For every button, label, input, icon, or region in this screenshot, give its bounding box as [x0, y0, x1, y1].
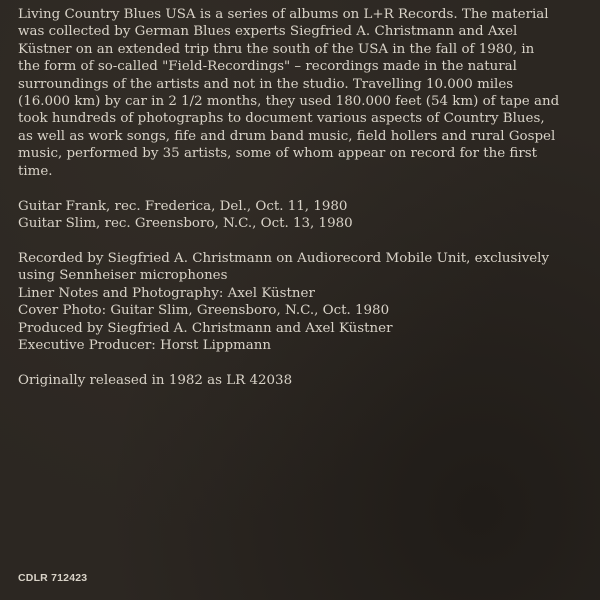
- liner-notes-credit: Liner Notes and Photography: Axel Küstner: [18, 285, 315, 301]
- recording-list: [18, 198, 590, 233]
- release-note: Originally released in 1982 as LR 42038: [18, 372, 293, 388]
- liner-notes-text: [18, 6, 590, 389]
- cover-photo-credit: Cover Photo: Guitar Slim, Greensboro, N.C., Oct. 1980: [18, 303, 390, 319]
- producer-credit: Produced by Siegfried A. Christmann and Axel Küstner: [18, 320, 393, 336]
- recorded-by-credit: Recorded by Siegfried A. Christmann on Audiorecord Mobile Unit, exclusively using Sennheiser microphones: [18, 250, 550, 284]
- recording-item: Guitar Frank, rec. Frederica, Del., Oct. 11, 1980: [18, 198, 348, 214]
- credits-block: [18, 250, 590, 354]
- catalog-number: CDLR 712423: [18, 572, 88, 584]
- intro-paragraph: Living Country Blues USA is a series of albums on L+R Records. The material was collected by German Blues experts Siegfried A. Christmann and Axel Küstner on an extended trip thru the south of the USA in the fall of 1980, in the form of so-called "Field-Recordings" – recordings made in the natural surroundings of the artists and not in the studio. Travelling 10.000 miles (16.000 km) by car in 2 1/2 months, they used 180.000 feet (54 km) of tape and took hundreds of photographs to document various aspects of Country Blues, as well as work songs, fife and drum band music, field hollers and rural Gospel music, performed by 35 artists, some of whom appear on record for the first time.: [18, 7, 560, 179]
- executive-producer-credit: Executive Producer: Horst Lippmann: [18, 337, 271, 353]
- recording-item: Guitar Slim, rec. Greensboro, N.C., Oct. 13, 1980: [18, 215, 353, 231]
